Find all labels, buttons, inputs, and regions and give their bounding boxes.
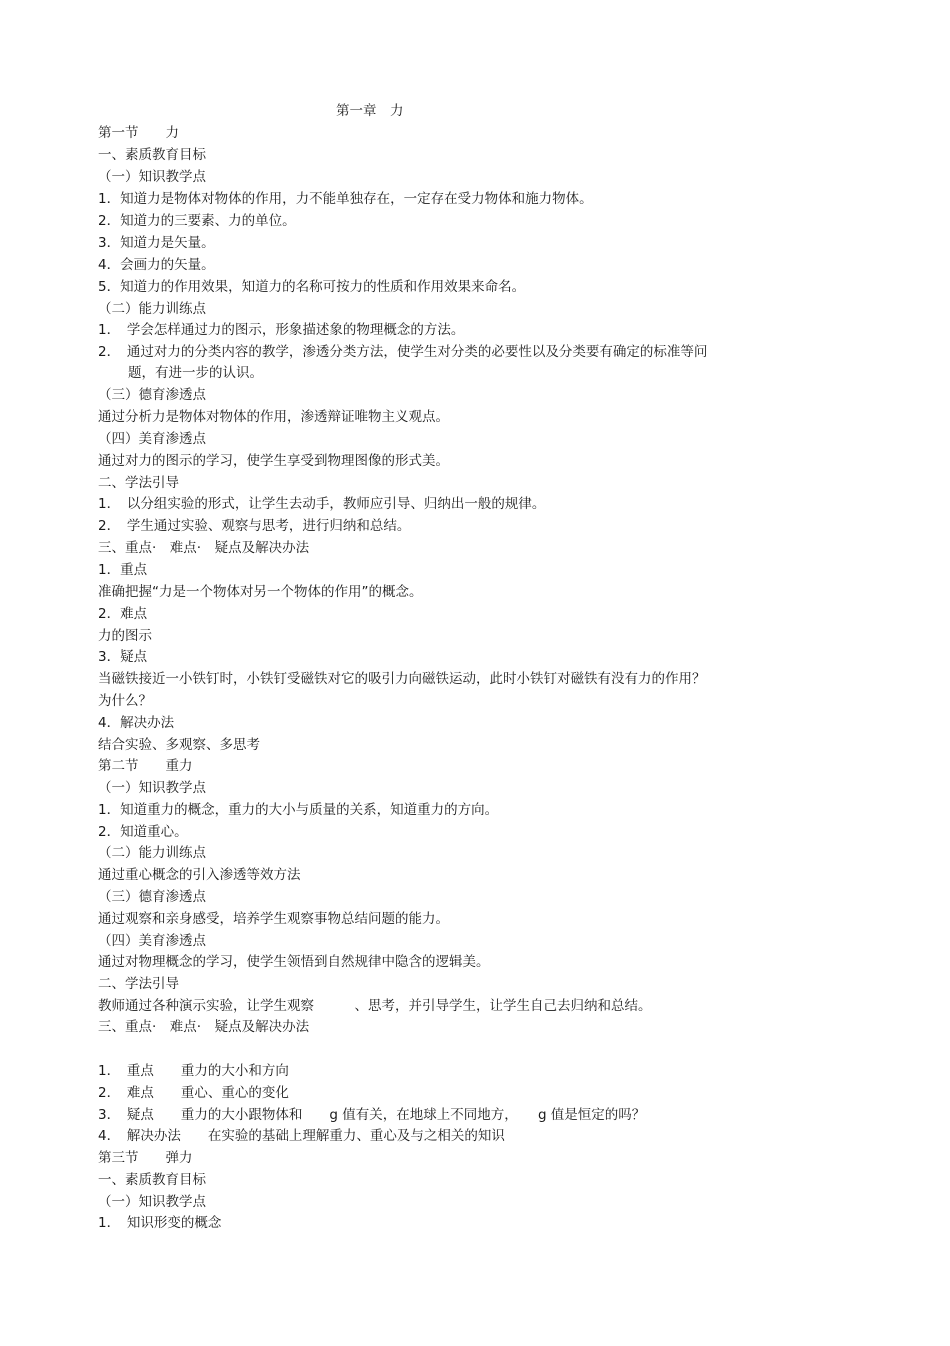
section-heading: 第二节 重力 bbox=[98, 758, 193, 774]
heading: 一、素质教育目标 bbox=[98, 147, 206, 163]
heading: 三、重点· 难点· 疑点及解决办法 bbox=[98, 540, 310, 556]
list-item: 2．难点 bbox=[98, 606, 148, 622]
list-item: 4．解决办法 bbox=[98, 715, 175, 731]
list-item: 2．知道力的三要素、力的单位。 bbox=[98, 213, 296, 229]
subheading: （一）知识教学点 bbox=[98, 1194, 206, 1210]
list-item: 4．会画力的矢量。 bbox=[98, 257, 215, 273]
chapter-title: 第一章 力 bbox=[336, 103, 404, 119]
subheading: （二）能力训练点 bbox=[98, 301, 206, 317]
subheading: （一）知识教学点 bbox=[98, 169, 206, 185]
heading: 一、素质教育目标 bbox=[98, 1172, 206, 1188]
list-item: 2．知道重心。 bbox=[98, 824, 188, 840]
list-item: 3．知道力是矢量。 bbox=[98, 235, 215, 251]
subheading: （三）德育渗透点 bbox=[98, 387, 206, 403]
paragraph: 为什么？ bbox=[98, 693, 152, 709]
subheading: （四）美育渗透点 bbox=[98, 431, 206, 447]
subheading: （二）能力训练点 bbox=[98, 845, 206, 861]
paragraph: 准确把握“力是一个物体对另一个物体的作用”的概念。 bbox=[98, 584, 423, 600]
subheading: （一）知识教学点 bbox=[98, 780, 206, 796]
list-item: 1． 重点 重力的大小和方向 bbox=[98, 1063, 289, 1079]
subheading: （四）美育渗透点 bbox=[98, 933, 206, 949]
paragraph: 结合实验、多观察、多思考 bbox=[98, 737, 260, 753]
list-item: 2． 通过对力的分类内容的教学，渗透分类方法，使学生对分类的必要性以及分类要有确定的标准等问 bbox=[98, 344, 708, 360]
list-item: 5．知道力的作用效果，知道力的名称可按力的性质和作用效果来命名。 bbox=[98, 279, 526, 295]
heading: 二、学法引导 bbox=[98, 976, 179, 992]
paragraph: 通过重心概念的引入渗透等效方法 bbox=[98, 867, 301, 883]
list-item: 3．疑点 bbox=[98, 649, 148, 665]
list-item: 1．知道重力的概念，重力的大小与质量的关系，知道重力的方向。 bbox=[98, 802, 499, 818]
heading: 二、学法引导 bbox=[98, 475, 179, 491]
list-item: 2． 难点 重心、重心的变化 bbox=[98, 1085, 289, 1101]
list-item: 4． 解决办法 在实验的基础上理解重力、重心及与之相关的知识 bbox=[98, 1128, 505, 1144]
paragraph: 通过分析力是物体对物体的作用，渗透辩证唯物主义观点。 bbox=[98, 409, 449, 425]
section-heading: 第三节 弹力 bbox=[98, 1150, 193, 1166]
paragraph: 通过观察和亲身感受，培养学生观察事物总结问题的能力。 bbox=[98, 911, 449, 927]
paragraph: 通过对力的图示的学习，使学生享受到物理图像的形式美。 bbox=[98, 453, 449, 469]
heading: 三、重点· 难点· 疑点及解决办法 bbox=[98, 1019, 310, 1035]
list-item: 1． 知识形变的概念 bbox=[98, 1215, 222, 1231]
paragraph: 力的图示 bbox=[98, 628, 152, 644]
paragraph: 通过对物理概念的学习，使学生领悟到自然规律中隐含的逻辑美。 bbox=[98, 954, 490, 970]
list-item: 2． 学生通过实验、观察与思考，进行归纳和总结。 bbox=[98, 518, 411, 534]
list-item: 1．重点 bbox=[98, 562, 148, 578]
paragraph: 当磁铁接近一小铁钉时，小铁钉受磁铁对它的吸引力向磁铁运动，此时小铁钉对磁铁有没有力的作用？ bbox=[98, 671, 706, 687]
section-heading: 第一节 力 bbox=[98, 125, 179, 141]
list-item: 1．知道力是物体对物体的作用，力不能单独存在，一定存在受力物体和施力物体。 bbox=[98, 191, 593, 207]
list-item: 1． 以分组实验的形式，让学生去动手，教师应引导、归纳出一般的规律。 bbox=[98, 496, 546, 512]
list-item: 3． 疑点 重力的大小跟物体和 g 值有关，在地球上不同地方， g 值是恒定的吗？ bbox=[98, 1107, 646, 1123]
paragraph: 教师通过各种演示实验，让学生观察 、思考，并引导学生，让学生自己去归纳和总结。 bbox=[98, 998, 652, 1014]
subheading: （三）德育渗透点 bbox=[98, 889, 206, 905]
list-item-continuation: 题，有进一步的认识。 bbox=[128, 365, 263, 381]
list-item: 1． 学会怎样通过力的图示，形象描述象的物理概念的方法。 bbox=[98, 322, 465, 338]
